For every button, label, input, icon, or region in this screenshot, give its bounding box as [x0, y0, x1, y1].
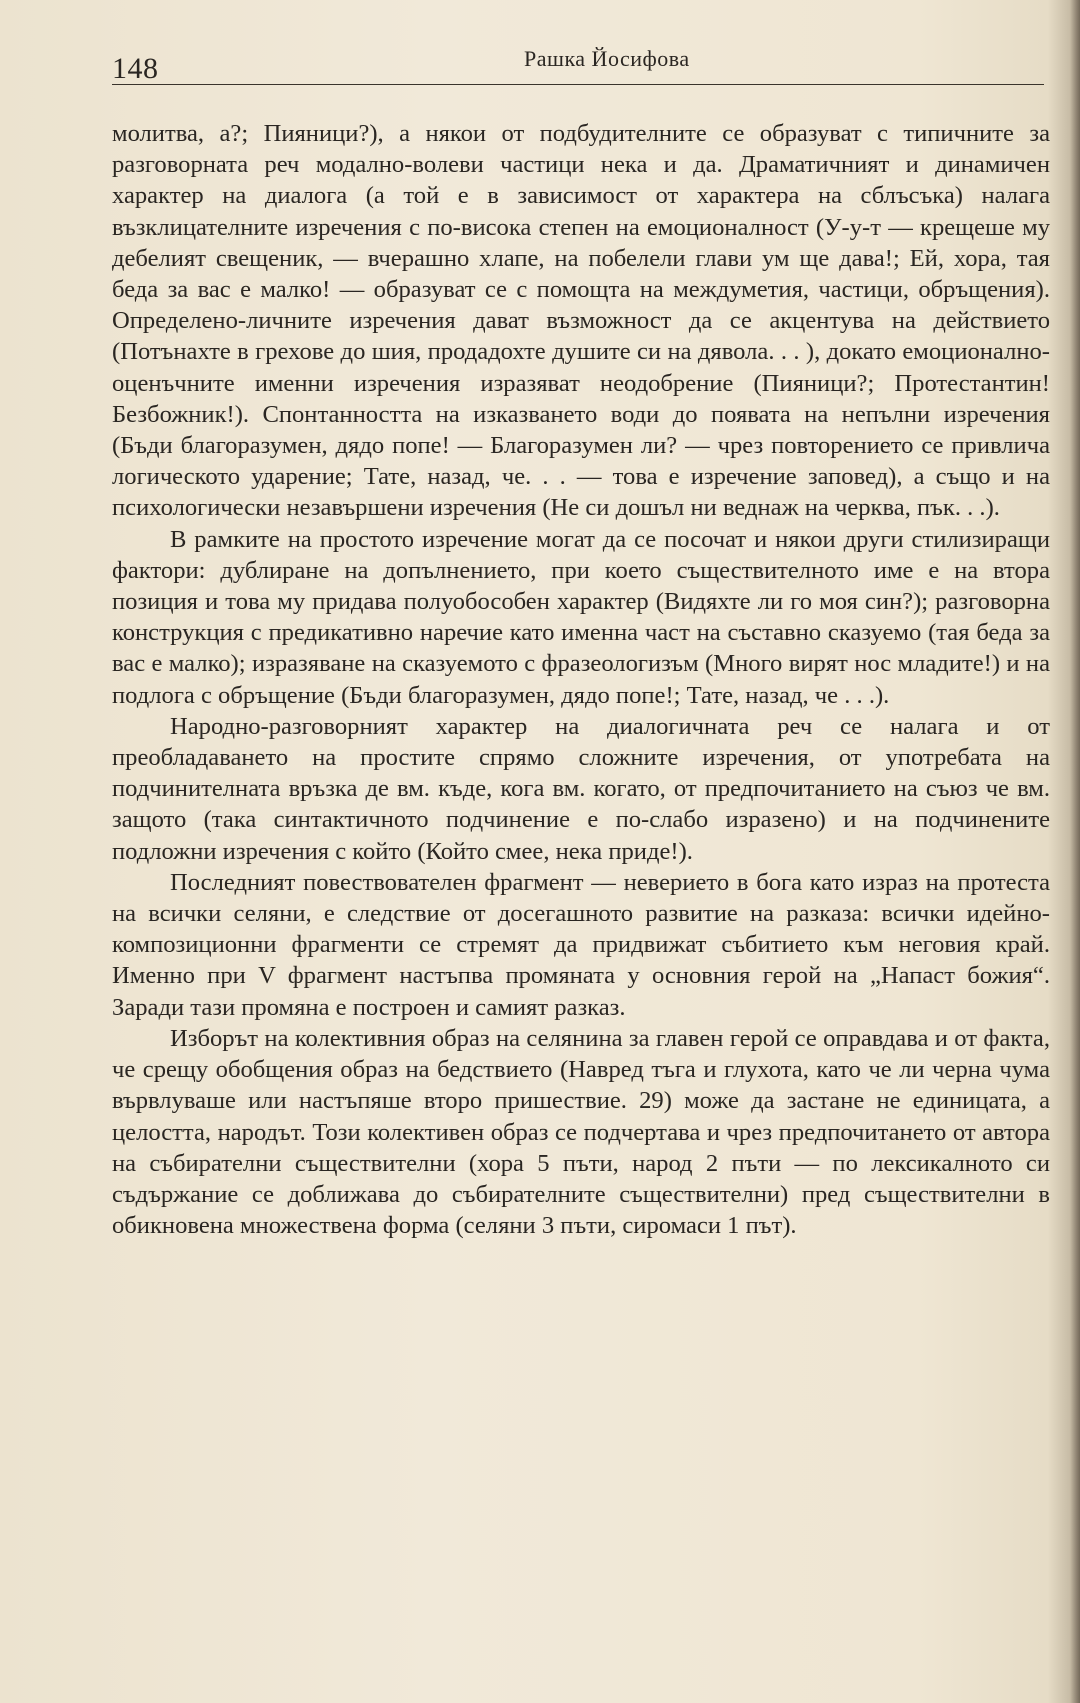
page-number: 148	[112, 52, 159, 85]
running-head: Рашка Йосифова	[524, 46, 690, 71]
binding-shadow	[1070, 0, 1080, 1703]
page-body	[112, 118, 1050, 1241]
paragraph-4: Последният повествователен фрагмент — неверието в бога като израз на протеста на всички селяни, е следствие от досегашното развитие на разказа: всички идейно-композиционни фрагменти се стремят да придвижат събитието към неговия край. Именно при V фрагмент настъпва промяната у основния герой на „Напаст божия“. Заради тази промяна е построен и самият разказ.	[112, 868, 1050, 1021]
paragraph-5: Изборът на колективния образ на селянина за главен герой се оправдава и от факта, че срещу обобщения образ на бедствието (Навред тъга и глухота, като че ли черна чума вървлуваше или настъпяше второ пришествие. 29) може да застане не единицата, а целостта, народът. Този колективен образ се подчертава и чрез предпочитането от автора на събирателни съществителни (хора 5 пъти, народ 2 пъти — по лексикалното си съдържание се доближава до събирателните съществителни) пред съществителни в обикновена множествена форма (селяни 3 пъти, сиромаси 1 път).	[112, 1024, 1050, 1240]
paragraph-2: В рамките на простото изречение могат да се посочат и някои други стилизиращи фактори: дублиране на допълнението, при което съществителното име е на втора позиция и това му придава полуобособен характер (Видяхте ли го моя син?); разговорна конструкция с предикативно наречие като именна част на съставно сказуемо (тая беда за вас е малко); изразяване на сказуемото с фразеологизъм (Много вирят нос младите!) и на подлога с обръщение (Бъди благоразумен, дядо попе!; Тате, назад, че . . .).	[112, 525, 1050, 709]
paragraph-1: молитва, а?; Пияници?), а някои от подбудителните се образуват с типичните за разговорната реч модално-волеви частици нека и да. Драматичният и динамичен характер на диалога (а той е в зависимост от характера на сблъсъка) налага възклицателните изречения с по-висока степен на емоционалност (У-у-т — крещеше му дебелият свещеник, — вчерашно хлапе, на побелели глави ум ще дава!; Ей, хора, тая беда за вас е малко! — образуват се с помощта на междуметия, частици, обръщения). Определено-личните изречения дават възможност да се акцентува на действието (Потънахте в грехове до шия, продадохте душите си на дявола. . . ), докато емоционално-оценъчните именни изречения изразяват неодобрение (Пияници?; Протестантин! Безбожник!). Спонтанността на изказването води до появата на непълни изречения (Бъди благоразумен, дядо попе! — Благоразумен ли? — чрез повторението се привлича логическото ударение; Тате, назад, че. . . — това е изречение заповед), а също и на психологически незавършени изречения (Не си дошъл ни веднаж на черква, пък. . .).	[112, 120, 1050, 522]
paragraph-3: Народно-разговорният характер на диалогичната реч се налага и от преобладаването на простите спрямо сложните изречения, от употребата на подчинителната връзка де вм. къде, кога вм. когато, от предпочитанието на съюз че вм. защото (така синтактичното подчинение е по-слабо изразено) и на подчинените подложни изречения с който (Който смее, нека приде!).	[112, 712, 1050, 865]
page-header	[112, 42, 1044, 85]
